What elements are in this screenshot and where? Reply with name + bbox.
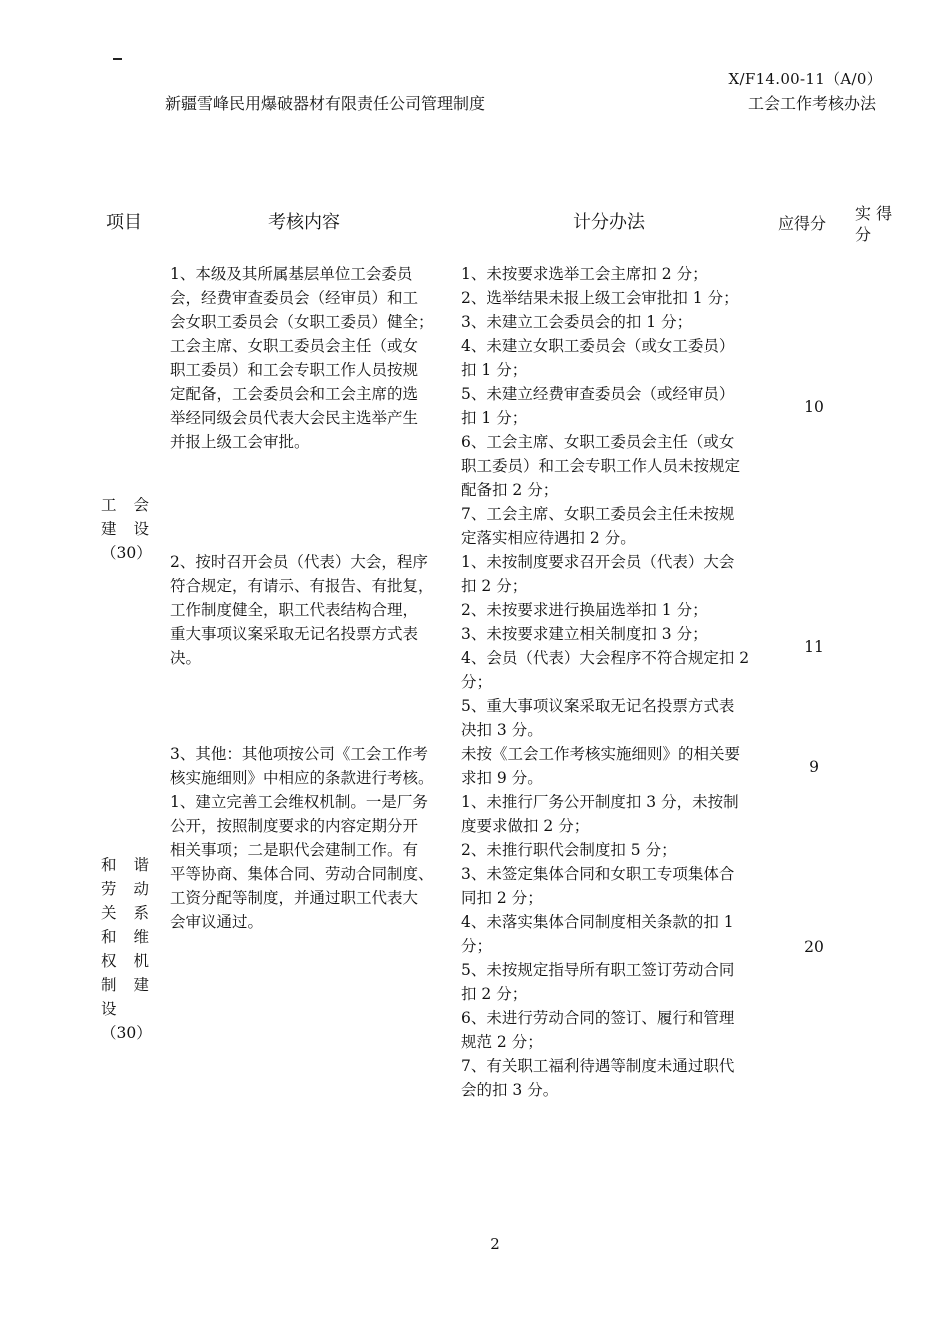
category-union-building — [101, 493, 152, 565]
column-header-method: 计分办法 — [573, 212, 645, 233]
document-name: 工会工作考核办法 — [747, 94, 876, 113]
category-line: 工 会 — [101, 496, 149, 514]
column-header-actual-line1: 实 得 — [855, 204, 893, 223]
column-header-actual-line2: 分 — [855, 225, 872, 244]
column-header-score: 应得分 — [778, 214, 827, 233]
row-2-score: 11 — [804, 638, 824, 656]
row-2-method: 1、未按制度要求召开会员（代表）大会 扣 2 分； 2、未按要求进行换届选举扣 1 分； 3、未按要求建立相关制度扣 3 分； 4、会员（代表）大会程序不符合规定扣 2 分； 5、重大事项议案采取无记名投票方式表 决扣 3 分。 — [461, 553, 750, 739]
category-line: 建 设 — [101, 520, 149, 538]
column-header-content: 考核内容 — [268, 212, 340, 233]
category-points: （30） — [101, 1024, 152, 1042]
row-4-score: 20 — [804, 938, 824, 956]
row-2-content: 2、按时召开会员（代表）大会，程序 符合规定，有请示、有报告、有批复， 工作制度健全，职工代表结构合理， 重大事项议案采取无记名投票方式表 决。 — [170, 553, 434, 667]
row-3-score: 9 — [809, 758, 819, 776]
row-1-score: 10 — [804, 398, 824, 416]
column-header-actual — [855, 203, 901, 245]
category-harmonious-labor-relations: 和 谐 劳 动 关 系 和 维 权 机 制 建 设 （30） — [101, 853, 149, 1045]
page-number: 2 — [490, 1235, 500, 1253]
category-points: （30） — [101, 544, 152, 562]
row-4-content: 1、建立完善工会维权机制。一是厂务 公开，按照制度要求的内容定期分开 相关事项；二是职代会建制工作。有 平等协商、集体合同、劳动合同制度、 工资分配等制度，并通过职工代表大 会审议通过。 — [170, 793, 434, 931]
header-mark — [113, 58, 122, 60]
row-3-content: 3、其他：其他项按公司《工会工作考 核实施细则》中相应的条款进行考核。 — [170, 745, 434, 787]
row-1-method: 1、未按要求选举工会主席扣 2 分； 2、选举结果未报上级工会审批扣 1 分； 3、未建立工会委员会的扣 1 分； 4、未建立女职工委员会（或女工委员） 扣 1 分； 5、未建立经费审查委员会（或经审员） 扣 1 分； 6、工会主席、女职工委员会主任（或女 职工委员）和工会专职工作人员未按规定 配备扣 2 分； 7、工会主席、女职工委员会主任未按规 定落实相应待遇扣 2 分。 — [461, 265, 741, 547]
column-header-item: 项目 — [106, 212, 142, 233]
row-3-method: 未按《工会工作考核实施细则》的相关要 求扣 9 分。 — [461, 745, 741, 787]
row-4-method: 1、未推行厂务公开制度扣 3 分，未按制 度要求做扣 2 分； 2、未推行职代会制度扣 5 分； 3、未签定集体合同和女职工专项集体合 同扣 2 分； 4、未落实集体合同制度相关条款的扣 1 分； 5、未按规定指导所有职工签订劳动合同 扣 2 分； 6、未进行劳动合同的签订、履行和管理 规范 2 分； 7、有关职工福利待遇等制度未通过职代 会的扣 3 分。 — [461, 793, 739, 1099]
row-1-content: 1、本级及其所属基层单位工会委员 会，经费审查委员会（经审员）和工 会女职工委员会（女职工委员）健全； 工会主席、女职工委员会主任（或女 职工委员）和工会专职工作人员按规 定配备，工会委员会和工会主席的选 举经同级会员代表大会民主选举产生 并报上级工会审批。 — [170, 265, 434, 451]
document-code: X/F14.00-11（A/0） — [728, 70, 882, 88]
company-title: 新疆雪峰民用爆破器材有限责任公司管理制度 — [165, 94, 486, 113]
